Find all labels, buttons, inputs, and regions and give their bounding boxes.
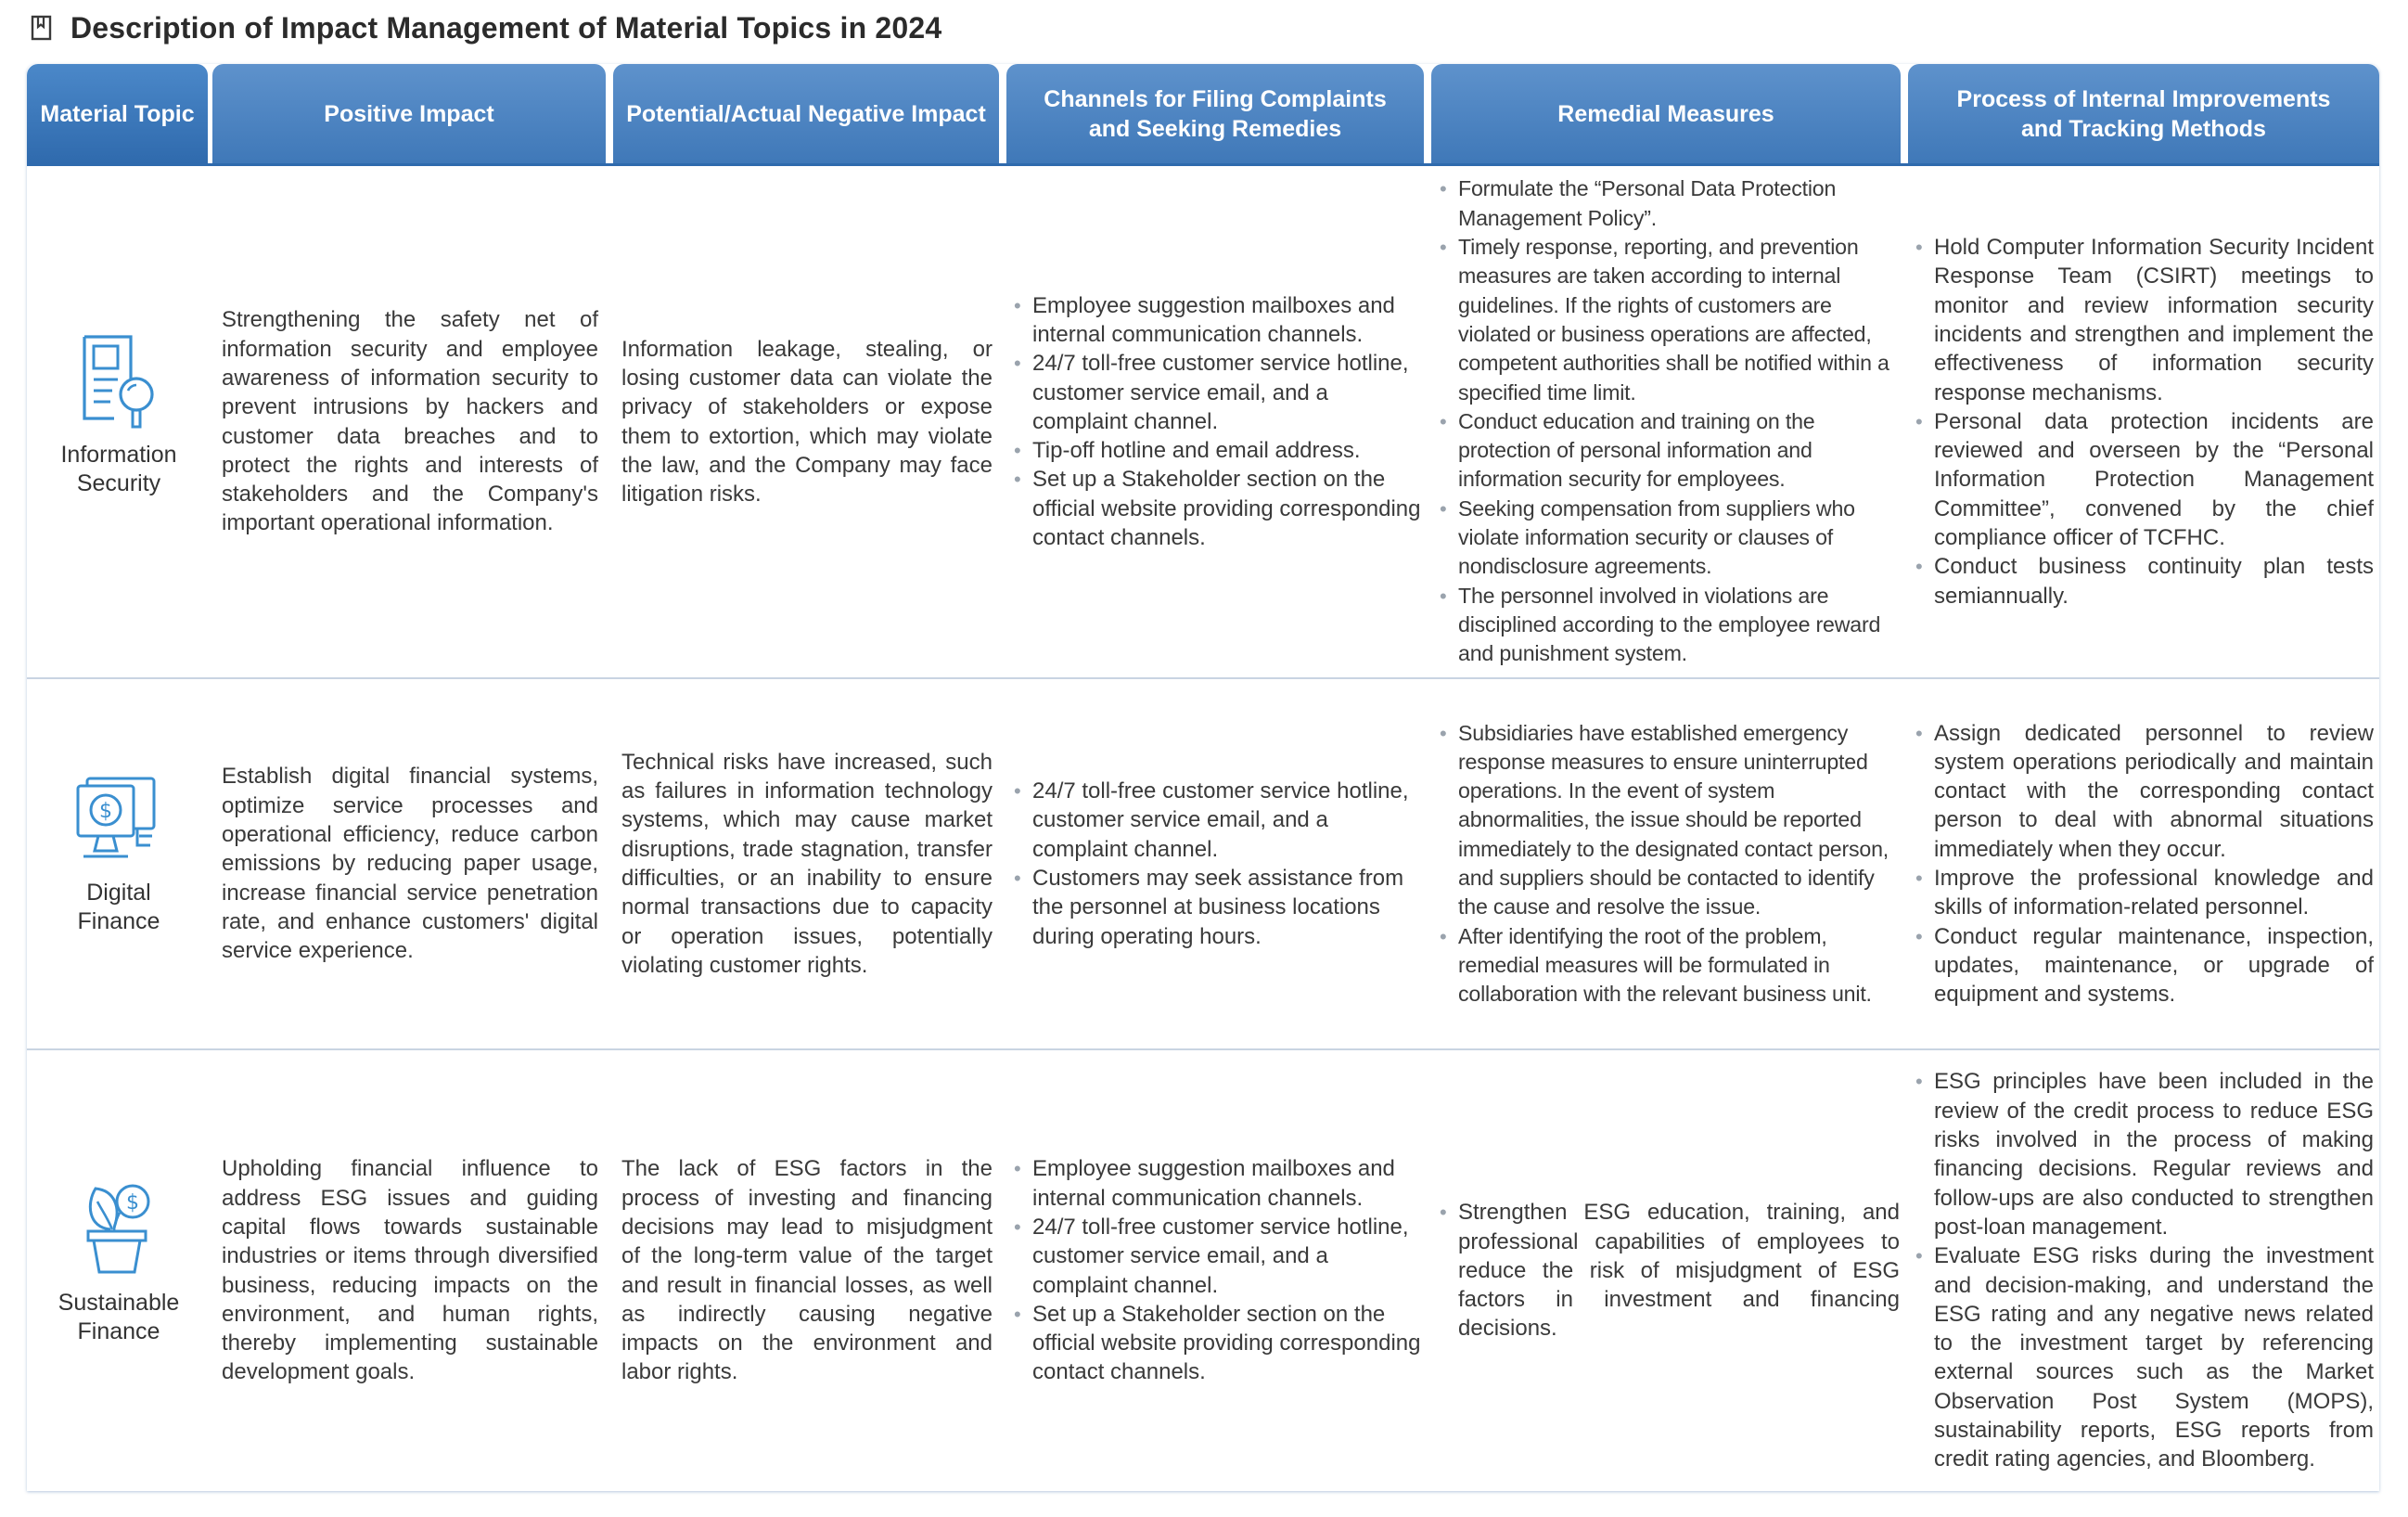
dollar-plant-icon bbox=[79, 1176, 159, 1278]
list-item: • Conduct business continuity plan tests semiannually. bbox=[1915, 552, 2374, 611]
negative-impact-cell bbox=[621, 1050, 993, 1491]
list-item: • 24/7 toll-free customer service hotline, customer service email, and a complaint channel. bbox=[1014, 349, 1422, 436]
remedial-list bbox=[1440, 174, 1900, 668]
topic-sustainable-finance bbox=[27, 1176, 211, 1346]
channels-cell bbox=[1014, 679, 1422, 1048]
channels-cell bbox=[1014, 1050, 1422, 1491]
impact-table bbox=[27, 64, 2379, 1491]
list-item: • Employee suggestion mailboxes and internal communication channels. bbox=[1014, 291, 1422, 350]
list-item: • Set up a Stakeholder section on the official website providing corresponding contact channels. bbox=[1014, 465, 1422, 552]
dollar-monitor-icon bbox=[74, 775, 163, 868]
list-item: • Employee suggestion mailboxes and internal communication channels. bbox=[1014, 1154, 1422, 1213]
list-item: • Improve the professional knowledge and skills of information-related personnel. bbox=[1915, 864, 2374, 922]
list-item: • Personal data protection incidents are reviewed and overseen by the “Personal Information Protection Management Committee”, convened by the chief compliance officer of TCFHC. bbox=[1915, 407, 2374, 552]
channels-list bbox=[1014, 1154, 1422, 1386]
topic-label: Information Security bbox=[60, 442, 177, 496]
list-item: • Strengthen ESG education, training, and professional capabilities of employees to reduce the risk of misjudgment of ESG factors in investment and financing decisions. bbox=[1440, 1198, 1900, 1343]
list-item: • 24/7 toll-free customer service hotline, customer service email, and a complaint channel. bbox=[1014, 777, 1422, 864]
positive-impact-text: Upholding financial influence to address ESG issues and guiding capital flows towards sustainable industries or items through diversified business, reducing impacts on the environment, and human rights, thereby implementing sustainable development goals. bbox=[222, 1156, 598, 1385]
remedial-cell bbox=[1440, 679, 1900, 1048]
list-item: • Conduct regular maintenance, inspection, updates, maintenance, or upgrade of equipment and systems. bbox=[1915, 922, 2374, 1009]
list-item: • Conduct education and training on the protection of personal information and information security for employees. bbox=[1440, 407, 1900, 495]
page-title-row bbox=[30, 7, 941, 48]
topic-label: Sustainable Finance bbox=[58, 1290, 180, 1344]
channels-list bbox=[1014, 291, 1422, 553]
list-item: • After identifying the root of the problem, remedial measures will be formulated in collaboration with the relevant business unit. bbox=[1440, 922, 1900, 1009]
list-item: • Hold Computer Information Security Incident Response Team (CSIRT) meetings to monitor and review information security incidents and strengthen and implement the effectiveness of information security response mechanisms. bbox=[1915, 233, 2374, 407]
process-list bbox=[1915, 1067, 2374, 1473]
header-process: Process of Internal Improvements and Tracking Methods bbox=[1908, 64, 2379, 164]
process-cell bbox=[1915, 1050, 2374, 1491]
header-material-topic: Material Topic bbox=[27, 64, 208, 164]
process-cell bbox=[1915, 679, 2374, 1048]
channels-list bbox=[1014, 777, 1422, 951]
header-negative-impact: Potential/Actual Negative Impact bbox=[613, 64, 999, 164]
list-item: • Tip-off hotline and email address. bbox=[1014, 436, 1422, 465]
negative-impact-text: Information leakage, stealing, or losing customer data can violate the privacy of stakeholders or expose them to extortion, which may violate the law, and the Company may face litigation risks. bbox=[621, 336, 993, 508]
list-item: • The personnel involved in violations are disciplined according to the employee reward and punishment system. bbox=[1440, 582, 1900, 669]
header-remedial-measures: Remedial Measures bbox=[1431, 64, 1901, 164]
header-channels: Channels for Filing Complaints and Seeking Remedies bbox=[1006, 64, 1424, 164]
positive-impact-cell bbox=[222, 679, 598, 1048]
list-item: • Subsidiaries have established emergency response measures to ensure uninterrupted operations. In the event of system abnormalities, the issue should be reported immediately to the designated contact person, and suppliers should be contacted to identify the cause and resolve the issue. bbox=[1440, 719, 1900, 922]
process-list bbox=[1915, 719, 2374, 1009]
positive-impact-cell bbox=[222, 1050, 598, 1491]
list-item: • Seeking compensation from suppliers who violate information security or clauses of nondisclosure agreements. bbox=[1440, 495, 1900, 582]
positive-impact-cell bbox=[222, 166, 598, 677]
channels-cell bbox=[1014, 166, 1422, 677]
list-item: • Set up a Stakeholder section on the official website providing corresponding contact channels. bbox=[1014, 1300, 1422, 1387]
remedial-list bbox=[1440, 1198, 1900, 1343]
list-item: • Assign dedicated personnel to review system operations periodically and maintain contact with the corresponding contact person to deal with abnormal situations immediately when they occur. bbox=[1915, 719, 2374, 864]
list-item: • Formulate the “Personal Data Protection Management Policy”. bbox=[1440, 174, 1900, 233]
remedial-cell bbox=[1440, 1050, 1900, 1491]
negative-impact-text: The lack of ESG factors in the process of investing and financing decisions may lead to misjudgment of the long-term value of the target and result in financial losses, as well as indirectly causing negative impacts on the environment and labor rights. bbox=[621, 1156, 993, 1385]
topic-information-security bbox=[27, 333, 211, 498]
negative-impact-text: Technical risks have increased, such as failures in information technology systems, which may cause market disruptions, trade stagnation, transfer difficulties, or an inability to ensure normal transactions due to capacity or operation issues, potentially violating customer rights. bbox=[621, 749, 993, 978]
list-item: • ESG principles have been included in the review of the credit process to reduce ESG risks involved in the process of making financing decisions. Regular reviews and follow-ups are also conducted to strengthen post-loan management. bbox=[1915, 1067, 2374, 1241]
negative-impact-cell bbox=[621, 679, 993, 1048]
positive-impact-text: Establish digital financial systems, optimize service processes and operational efficiency, reduce carbon emissions by reducing paper usage, increase financial service penetration rate, and enhance customers' digital service experience. bbox=[222, 764, 598, 964]
list-item: • Timely response, reporting, and prevention measures are taken according to internal guidelines. If the rights of customers are violated or business operations are affected, competent authorities shall be notified within a specified time limit. bbox=[1440, 233, 1900, 407]
positive-impact-text: Strengthening the safety net of information security and employee awareness of information security to prevent intrusions by hackers and customer data breaches and to protect the rights and interests of stakeholders and the Company's important operational information. bbox=[222, 307, 598, 536]
bookmark-icon bbox=[30, 14, 54, 42]
negative-impact-cell bbox=[621, 166, 993, 677]
svg-text:$: $ bbox=[99, 800, 112, 823]
topic-digital-finance bbox=[27, 775, 211, 936]
page-title: Description of Impact Management of Material Topics in 2024 bbox=[70, 10, 942, 45]
svg-text:$: $ bbox=[126, 1191, 139, 1215]
remedial-cell bbox=[1440, 166, 1900, 677]
topic-label: Digital Finance bbox=[77, 880, 160, 934]
list-item: • Customers may seek assistance from the personnel at business locations during operating hours. bbox=[1014, 864, 1422, 951]
document-magnifier-icon bbox=[77, 333, 160, 430]
process-cell bbox=[1915, 166, 2374, 677]
remedial-list bbox=[1440, 719, 1900, 1009]
header-positive-impact: Positive Impact bbox=[212, 64, 606, 164]
process-list bbox=[1915, 233, 2374, 611]
list-item: • Evaluate ESG risks during the investment and decision-making, and understand the ESG rating and any negative news related to the investment target by referencing external sources such as the Market Observation Post System (MOPS), sustainability reports, ESG reports from credit rating agencies, and Bloomberg. bbox=[1915, 1241, 2374, 1473]
list-item: • 24/7 toll-free customer service hotline, customer service email, and a complaint channel. bbox=[1014, 1213, 1422, 1300]
